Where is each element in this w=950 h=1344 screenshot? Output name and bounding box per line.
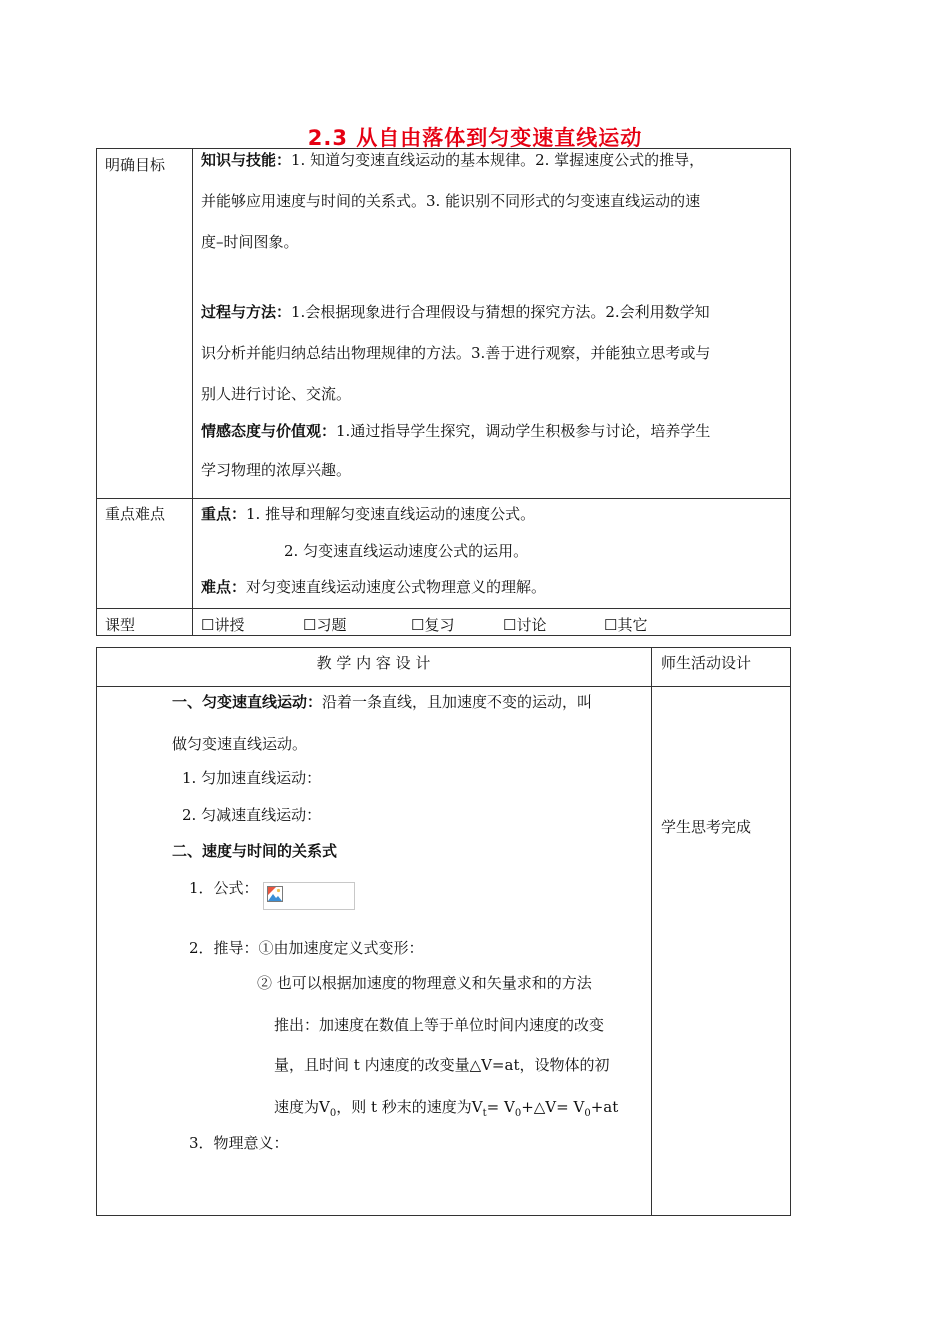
- list-item-uniform-acceleration: 1. 匀加速直线运动：: [182, 769, 322, 787]
- row-divider-objectives: [96, 498, 791, 499]
- lesson-type-label: 课型: [105, 616, 136, 634]
- lesson-type-option-exercise[interactable]: ☐习题: [303, 616, 347, 634]
- section-1-line-2: 做匀变速直线运动。: [172, 735, 308, 753]
- lesson-type-option-lecture[interactable]: ☐讲授: [201, 616, 245, 634]
- checkbox-icon[interactable]: ☐: [201, 616, 215, 634]
- page-title: 2.3 从自由落体到匀变速直线运动: [307, 126, 643, 150]
- checkbox-icon[interactable]: ☐: [604, 616, 618, 634]
- process-line-3: 别人进行讨论、交流。: [201, 385, 352, 403]
- activity-note: 学生思考完成: [661, 818, 752, 836]
- process-line-1: 过程与方法：1.会根据现象进行合理假设与猜想的探究方法。2.会利用数学知: [201, 303, 710, 321]
- list-item-uniform-deceleration: 2. 匀减速直线运动：: [182, 806, 322, 824]
- process-line-2: 识分析并能归纳总结出物理规律的方法。3.善于进行观察，并能独立思考或与: [201, 344, 711, 362]
- key-point-1: 重点：1. 推导和理解匀变速直线运动的速度公式。: [201, 505, 536, 523]
- knowledge-line-1: 知识与技能：1. 知道匀变速直线运动的基本规律。2. 掌握速度公式的推导，: [201, 151, 705, 169]
- derivation-line-2: ② 也可以根据加速度的物理意义和矢量求和的方法: [257, 974, 592, 992]
- row-divider-keypoints: [96, 608, 791, 609]
- formula-label: 1．公式：: [189, 879, 259, 897]
- content-table-col-divider: [651, 647, 652, 1216]
- objectives-label: 明确目标: [105, 156, 166, 174]
- attitude-line-2: 学习物理的浓厚兴趣。: [201, 461, 352, 479]
- keypoints-label: 重点难点: [105, 505, 166, 523]
- checkbox-icon[interactable]: ☐: [303, 616, 317, 634]
- checkbox-icon[interactable]: ☐: [411, 616, 425, 634]
- process-heading: 过程与方法：: [201, 303, 292, 321]
- derivation-line-4: 量，且时间 t 内速度的改变量△V=at，设物体的初: [274, 1056, 610, 1074]
- objectives-content: [201, 140, 786, 263]
- key-heading: 重点：: [201, 505, 247, 523]
- lesson-type-option-review[interactable]: ☐复习: [411, 616, 455, 634]
- content-header-divider: [96, 686, 791, 687]
- physical-meaning-label: 3．物理意义：: [189, 1134, 289, 1152]
- key-point-2: 2. 匀变速直线运动速度公式的运用。: [284, 542, 529, 560]
- derivation-line-5: 速度为$V_0$，则 t 秒末的速度为$V_t=$ $V_0+\triangle V= V_0+at$: [274, 1098, 619, 1119]
- info-table-col-divider: [192, 148, 193, 636]
- attitude-heading: 情感态度与价值观：: [201, 422, 337, 440]
- lesson-type-option-other[interactable]: ☐其它: [604, 616, 648, 634]
- lesson-type-option-discussion[interactable]: ☐讨论: [503, 616, 547, 634]
- section-1-heading: 一、匀变速直线运动：: [172, 693, 323, 711]
- section-2-heading: 二、速度与时间的关系式: [172, 842, 338, 860]
- content-header-left: 教 学 内 容 设 计: [316, 654, 431, 672]
- broken-image-icon: [267, 886, 283, 902]
- section-1-line-1: 一、匀变速直线运动：沿着一条直线，且加速度不变的运动，叫: [172, 693, 593, 711]
- attitude-line-1: 情感态度与价值观：1.通过指导学生探究，调动学生积极参与讨论，培养学生: [201, 422, 711, 440]
- formula-image: [263, 882, 355, 910]
- knowledge-heading: 知识与技能：: [201, 151, 292, 169]
- process-content: [201, 292, 786, 415]
- difficulty-heading: 难点：: [201, 578, 247, 596]
- knowledge-line-2: 并能够应用速度与时间的关系式。3. 能识别不同形式的匀变速直线运动的速: [201, 192, 701, 210]
- knowledge-line-3: 度–时间图象。: [201, 233, 299, 251]
- difficulty-point: 难点：对匀变速直线运动速度公式物理意义的理解。: [201, 578, 547, 596]
- attitude-content: [201, 412, 786, 490]
- derivation-line-1: 2．推导：①由加速度定义式变形：: [189, 939, 424, 957]
- checkbox-icon[interactable]: ☐: [503, 616, 517, 634]
- content-header-right: 师生活动设计: [661, 654, 752, 672]
- derivation-line-3: 推出：加速度在数值上等于单位时间内速度的改变: [274, 1016, 605, 1034]
